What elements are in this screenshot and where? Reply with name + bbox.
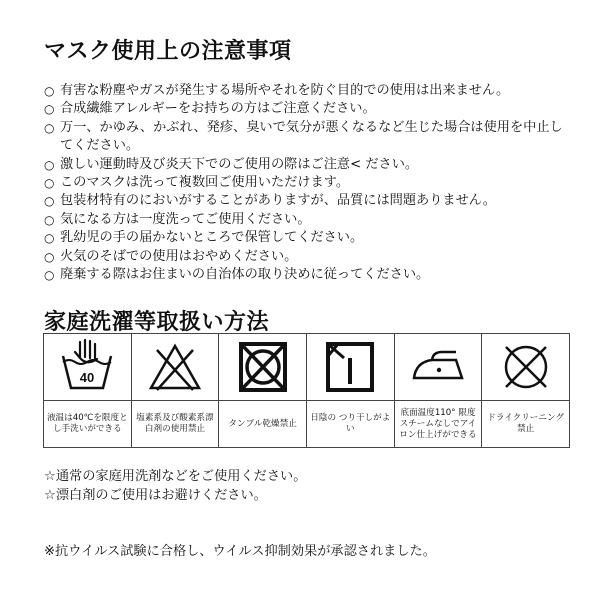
note-text: 火気のそばでの使用はおやめください。: [60, 248, 298, 264]
bullet-circle-icon: ○: [44, 84, 55, 98]
hand-wash-40-icon: [51, 338, 123, 396]
care-label-text: 底面温度110° 限度スチームなしでアイロン仕上げができる: [394, 401, 482, 448]
bullet-circle-icon: ○: [44, 231, 55, 246]
note-item: [44, 229, 572, 247]
note-item: [44, 82, 572, 100]
bullet-circle-icon: ○: [44, 249, 55, 264]
care-label-text: ドライクリーニング禁止: [482, 401, 570, 448]
note-item: [44, 248, 572, 266]
care-symbol-cell: [394, 334, 482, 401]
care-symbol-row: [44, 334, 570, 401]
care-symbol-cell: [306, 334, 394, 401]
note-text: 包装材特有のにおいがすることがありますが、品質には問題ありません。: [60, 193, 496, 209]
notes-heading: マスク使用上の注意事項: [44, 39, 292, 64]
note-item: [44, 100, 572, 118]
note-text: このマスクは洗って複数回ご使用いただけます。: [60, 175, 350, 191]
note-text: 有害な粉塵やガスが発生する場所やそれを防ぐ目的での使用は出来ません。: [60, 83, 510, 98]
note-item: [44, 119, 572, 156]
note-item: [44, 211, 572, 229]
bullet-circle-icon: ○: [44, 157, 55, 172]
bullet-circle-icon: ○: [44, 268, 55, 283]
care-label-text: タンブル乾燥禁止: [219, 401, 307, 448]
antiviral-certification-note: ※抗ウイルス試験に合格し、ウイルス抑制効果が承認されました。: [44, 544, 436, 559]
note-text: 気になる方は一度洗ってご使用ください。: [60, 211, 311, 227]
care-label-table: [43, 333, 570, 448]
note-item: [44, 266, 572, 284]
care-label-row: [44, 401, 570, 448]
note-text: 万一、かゆみ、かぶれ、発疹、臭いで気分が悪くなるなど生じた場合は使用を中止してください。: [60, 119, 563, 154]
bullet-circle-icon: ○: [44, 176, 55, 191]
note-text: 乳幼児の手の届かないところで保管してください。: [60, 230, 364, 246]
bullet-circle-icon: ○: [44, 120, 55, 135]
care-symbol-cell: [131, 334, 219, 401]
note-text: 廃棄する際はお住まいの自治体の取り決めに従ってください。: [60, 267, 430, 283]
care-label-text: 塩素系及び酸素系漂白剤の使用禁止: [131, 401, 219, 448]
bullet-circle-icon: ○: [44, 194, 55, 209]
care-heading: 家庭洗濯等取扱い方法: [44, 310, 270, 335]
bullet-circle-icon: ○: [44, 212, 55, 227]
note-text: 激しい運動時及び炎天下でのご使用の際はご注意< ださい。: [60, 156, 419, 172]
notes-list: [44, 82, 572, 284]
no-dry-clean-icon: [490, 338, 562, 396]
footnotes: [44, 467, 306, 505]
footnote-bleach: ☆漂白剤のご使用はお避けください。: [44, 488, 267, 503]
care-symbol-cell: [44, 334, 132, 401]
iron-low-icon: [402, 338, 474, 396]
no-tumble-dry-icon: [227, 338, 299, 396]
note-item: [44, 174, 572, 192]
shade-line-dry-icon: [314, 338, 386, 396]
note-item: [44, 156, 572, 174]
care-symbol-cell: [219, 334, 307, 401]
wash-temperature-label: 40: [80, 370, 95, 385]
footnote-detergent: ☆通常の家庭用洗剤などをご使用ください。: [44, 469, 307, 484]
care-label-text: 液温は40℃を限度とし手洗いができる: [44, 401, 132, 448]
care-label-text: 日陰の つり干しがよい: [306, 401, 394, 448]
note-text: 合成繊維アレルギーをお持ちの方はご注意ください。: [60, 101, 376, 117]
no-bleach-icon: [139, 338, 211, 396]
bullet-circle-icon: ○: [44, 102, 55, 117]
care-symbol-cell: [482, 334, 570, 401]
note-item: [44, 192, 572, 210]
